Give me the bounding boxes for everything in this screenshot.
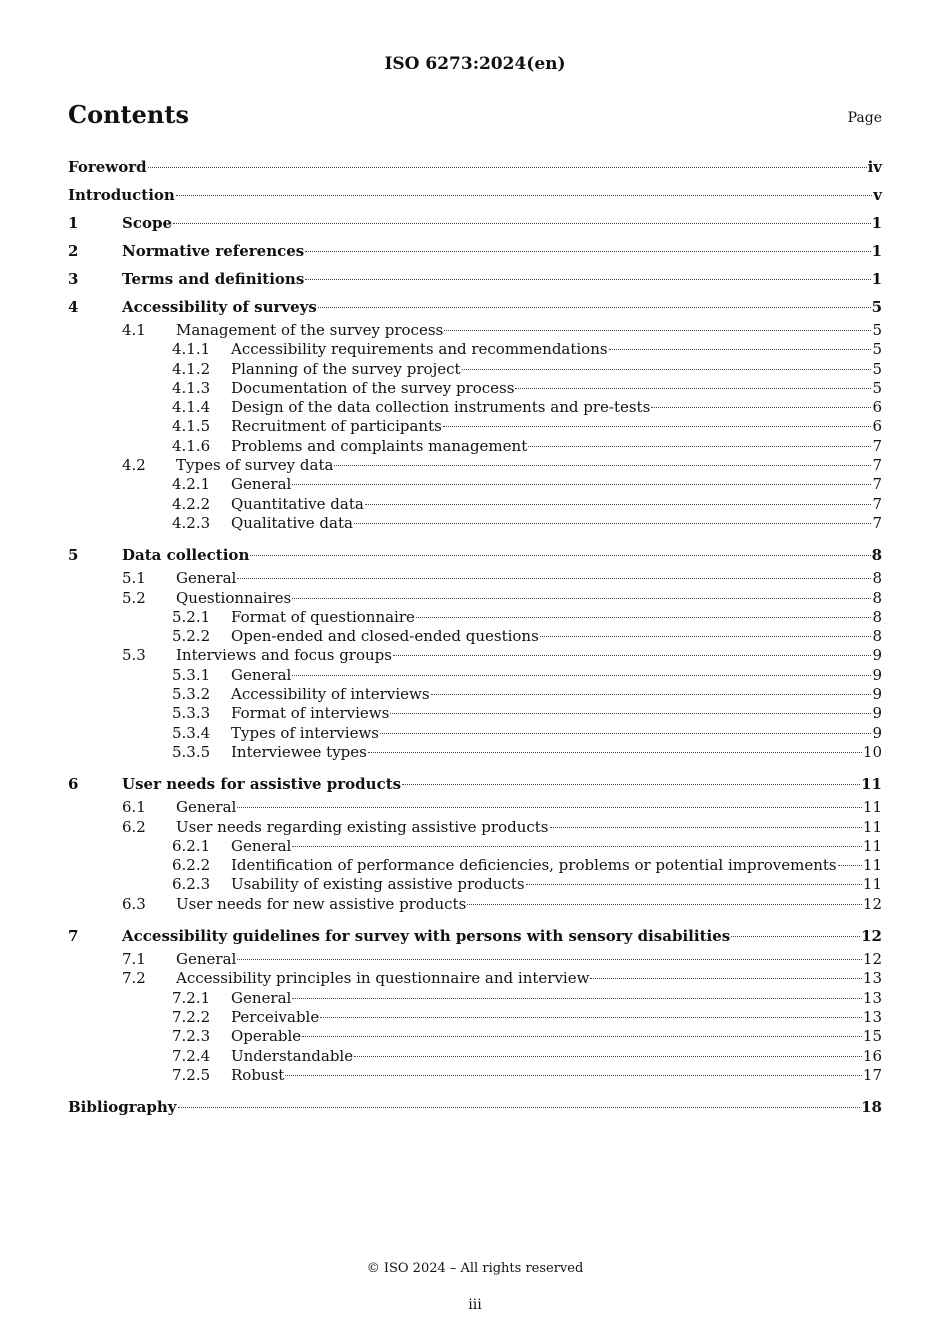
- toc-entry-title: Scope: [122, 214, 173, 232]
- toc-entry-page: 9: [872, 723, 882, 742]
- dot-leader: [305, 279, 870, 280]
- toc-entry-number: 3: [68, 270, 79, 288]
- toc-entry-title: Terms and definitions: [122, 270, 305, 288]
- dot-leader: [354, 523, 872, 524]
- toc-entry-title: Format of questionnaire: [231, 607, 415, 626]
- toc-entry[interactable]: [68, 1066, 882, 1085]
- toc-entry-title: Types of interviews: [231, 723, 379, 742]
- toc-entry-title: Quantitative data: [231, 494, 364, 513]
- toc-entry-page: 11: [862, 836, 882, 855]
- toc-entry-title: Introduction: [68, 186, 175, 204]
- toc-entry-page: 12: [862, 950, 882, 969]
- toc-entry-page: 5: [872, 359, 882, 378]
- toc-entry[interactable]: [68, 514, 882, 533]
- toc-entry[interactable]: [68, 1093, 882, 1121]
- table-of-contents: [68, 153, 882, 1121]
- toc-entry-title: Types of survey data: [176, 456, 334, 475]
- dot-leader: [176, 195, 872, 196]
- toc-entry-title: Recruitment of participants: [231, 417, 442, 436]
- toc-entry[interactable]: [68, 293, 882, 321]
- dot-leader: [173, 223, 871, 224]
- dot-leader: [838, 865, 862, 866]
- toc-entry-number: 5.3.3: [172, 704, 211, 723]
- toc-entry-number: 5.3.4: [172, 723, 211, 742]
- toc-entry-page: 11: [862, 856, 882, 875]
- toc-entry-title: Data collection: [122, 546, 250, 565]
- toc-entry-number: 5.3.2: [172, 685, 211, 704]
- toc-entry-number: 6.2.3: [172, 875, 211, 894]
- toc-entry-number: 7.2.1: [172, 988, 211, 1007]
- document-id: ISO 6273:2024(en): [384, 54, 566, 74]
- toc-entry[interactable]: [68, 922, 882, 950]
- toc-entry-page: 7: [872, 475, 882, 494]
- toc-entry-page: 11: [862, 875, 882, 894]
- dot-leader: [302, 1036, 862, 1037]
- toc-entry-page: 8: [872, 569, 882, 588]
- toc-entry[interactable]: [68, 569, 882, 588]
- toc-entry-title: Robust: [231, 1065, 285, 1084]
- toc-entry-page: 17: [862, 1065, 882, 1084]
- toc-entry[interactable]: [68, 456, 882, 475]
- toc-entry[interactable]: [68, 875, 882, 894]
- toc-entry-title: Documentation of the survey process: [231, 378, 515, 397]
- toc-entry-number: 4.1.6: [172, 436, 211, 455]
- toc-entry-page: iv: [867, 158, 882, 176]
- toc-entry-number: 5.3.1: [172, 665, 211, 684]
- toc-entry-title: General: [176, 569, 237, 588]
- toc-entry[interactable]: [68, 743, 882, 762]
- toc-entry[interactable]: [68, 398, 882, 417]
- dot-leader: [590, 978, 861, 979]
- toc-entry-title: Management of the survey process: [176, 321, 444, 339]
- toc-entry-page: 13: [862, 988, 882, 1007]
- toc-entry-number: 5: [68, 546, 79, 565]
- toc-entry-number: 5.1: [122, 569, 146, 588]
- toc-entry-page: 6: [872, 417, 882, 436]
- toc-entry[interactable]: [68, 495, 882, 514]
- toc-entry-title: Foreword: [68, 158, 147, 176]
- page-number: iii: [468, 1297, 482, 1313]
- toc-entry[interactable]: [68, 685, 882, 704]
- dot-leader: [431, 694, 872, 695]
- toc-entry-page: 7: [872, 513, 882, 532]
- dot-leader: [526, 884, 862, 885]
- toc-entry-title: Accessibility of interviews: [231, 685, 430, 704]
- toc-entry-title: Operable: [231, 1027, 302, 1046]
- toc-entry-title: Problems and complaints management: [231, 436, 528, 455]
- toc-entry-title: Qualitative data: [231, 513, 353, 532]
- toc-entry[interactable]: [68, 1027, 882, 1046]
- dot-leader: [237, 578, 871, 579]
- toc-entry-title: Accessibility of surveys: [122, 298, 317, 316]
- dot-leader: [390, 713, 871, 714]
- toc-entry[interactable]: [68, 969, 882, 988]
- dot-leader: [731, 936, 860, 937]
- toc-entry-page: 18: [861, 1098, 882, 1117]
- dot-leader: [178, 1107, 861, 1108]
- dot-leader: [237, 959, 862, 960]
- toc-entry[interactable]: [68, 724, 882, 743]
- toc-entry-title: General: [231, 475, 292, 494]
- toc-entry-number: 7.2.4: [172, 1046, 211, 1065]
- toc-entry[interactable]: [68, 437, 882, 456]
- toc-entry[interactable]: [68, 608, 882, 627]
- toc-entry[interactable]: [68, 237, 882, 265]
- toc-entry-page: 11: [862, 817, 882, 836]
- toc-entry-number: 4.2: [122, 456, 146, 475]
- toc-entry-title: User needs for new assistive products: [176, 894, 467, 913]
- dot-leader: [292, 846, 862, 847]
- toc-entry-number: 5.2: [122, 588, 146, 607]
- toc-entry[interactable]: [68, 818, 882, 837]
- toc-entry-page: 1: [871, 214, 882, 232]
- toc-entry-page: 11: [862, 798, 882, 817]
- toc-entry[interactable]: [68, 1047, 882, 1066]
- dot-leader: [462, 369, 872, 370]
- toc-entry-number: 4.1.3: [172, 378, 211, 397]
- toc-entry[interactable]: [68, 360, 882, 379]
- dot-leader: [609, 349, 872, 350]
- toc-entry-number: 7.2.3: [172, 1027, 211, 1046]
- page-column-label: Page: [847, 110, 882, 126]
- toc-entry-page: 16: [862, 1046, 882, 1065]
- toc-entry-title: Accessibility requirements and recommendations: [231, 340, 608, 359]
- dot-leader: [334, 465, 871, 466]
- toc-entry[interactable]: [68, 181, 882, 209]
- toc-entry-number: 5.3.5: [172, 742, 211, 761]
- toc-entry-number: 6.1: [122, 798, 146, 817]
- toc-entry-number: 4.2.2: [172, 494, 211, 513]
- dot-leader: [368, 752, 862, 753]
- dot-leader: [237, 807, 862, 808]
- dot-leader: [540, 636, 872, 637]
- dot-leader: [651, 407, 871, 408]
- dot-leader: [292, 598, 871, 599]
- toc-entry-page: 9: [872, 665, 882, 684]
- dot-leader: [292, 484, 871, 485]
- toc-entry-title: Planning of the survey project: [231, 359, 461, 378]
- toc-entry[interactable]: [68, 589, 882, 608]
- toc-entry-page: 5: [871, 298, 882, 316]
- dot-leader: [444, 330, 871, 331]
- toc-entry[interactable]: [68, 837, 882, 856]
- toc-entry-title: Normative references: [122, 242, 305, 260]
- dot-leader: [416, 617, 872, 618]
- toc-entry[interactable]: [68, 770, 882, 798]
- toc-entry-page: 8: [872, 607, 882, 626]
- toc-entry-title: Format of interviews: [231, 704, 390, 723]
- toc-entry-page: 8: [871, 546, 882, 565]
- toc-entry-number: 6.2.1: [172, 836, 211, 855]
- dot-leader: [285, 1075, 862, 1076]
- toc-entry[interactable]: [68, 475, 882, 494]
- toc-entry-title: Bibliography: [68, 1098, 177, 1117]
- dot-leader: [354, 1056, 862, 1057]
- toc-entry[interactable]: [68, 340, 882, 359]
- toc-entry-title: Design of the data collection instruments and pre-tests: [231, 398, 651, 417]
- contents-heading: Contents: [68, 100, 189, 129]
- toc-entry[interactable]: [68, 541, 882, 569]
- dot-leader: [528, 446, 871, 447]
- toc-entry-number: 7.2: [122, 969, 146, 988]
- toc-entry-page: 6: [872, 398, 882, 417]
- toc-entry-page: 8: [872, 627, 882, 646]
- toc-entry-page: 1: [871, 242, 882, 260]
- toc-entry[interactable]: [68, 950, 882, 969]
- toc-entry[interactable]: [68, 209, 882, 237]
- toc-entry-title: Questionnaires: [176, 588, 292, 607]
- toc-entry[interactable]: [68, 627, 882, 646]
- toc-entry-number: 5.3: [122, 646, 146, 665]
- toc-entry-page: 12: [861, 927, 882, 946]
- dot-leader: [380, 733, 871, 734]
- toc-entry-number: 6.2: [122, 817, 146, 836]
- toc-entry-page: 12: [862, 894, 882, 913]
- toc-entry-page: 7: [872, 456, 882, 475]
- dot-leader: [393, 655, 871, 656]
- toc-entry-number: 5.2.2: [172, 627, 211, 646]
- dot-leader: [515, 388, 871, 389]
- toc-entry[interactable]: [68, 856, 882, 875]
- toc-entry[interactable]: [68, 704, 882, 723]
- toc-entry-title: Interviews and focus groups: [176, 646, 392, 665]
- toc-entry-page: 10: [862, 742, 882, 761]
- toc-entry-title: General: [231, 836, 292, 855]
- toc-entry-number: 6: [68, 775, 79, 794]
- toc-entry-number: 7.2.2: [172, 1007, 211, 1026]
- toc-entry-page: 5: [872, 340, 882, 359]
- toc-entry-title: User needs regarding existing assistive products: [176, 817, 549, 836]
- toc-entry[interactable]: [68, 989, 882, 1008]
- toc-entry-number: 4.1.1: [172, 340, 211, 359]
- toc-entry-page: 11: [861, 775, 882, 794]
- toc-entry-title: Accessibility principles in questionnaire and interview: [176, 969, 590, 988]
- toc-entry-title: General: [231, 665, 292, 684]
- toc-entry-page: 13: [862, 1007, 882, 1026]
- toc-entry-page: 7: [872, 494, 882, 513]
- toc-entry-number: 7.1: [122, 950, 146, 969]
- toc-entry-number: 4.1: [122, 321, 146, 339]
- toc-entry[interactable]: [68, 666, 882, 685]
- dot-leader: [305, 251, 870, 252]
- toc-entry-number: 4.1.4: [172, 398, 211, 417]
- toc-entry-number: 1: [68, 214, 79, 232]
- dot-leader: [443, 426, 872, 427]
- dot-leader: [250, 555, 870, 556]
- toc-entry[interactable]: [68, 417, 882, 436]
- dot-leader: [402, 784, 860, 785]
- toc-entry[interactable]: [68, 153, 882, 181]
- toc-entry-title: Perceivable: [231, 1007, 320, 1026]
- toc-entry-number: 4.1.5: [172, 417, 211, 436]
- toc-entry[interactable]: [68, 798, 882, 817]
- toc-entry-page: 13: [862, 969, 882, 988]
- dot-leader: [318, 307, 871, 308]
- toc-entry-page: 9: [872, 704, 882, 723]
- toc-entry-number: 7: [68, 927, 79, 946]
- toc-entry-title: Open-ended and closed-ended questions: [231, 627, 539, 646]
- dot-leader: [550, 827, 862, 828]
- dot-leader: [365, 504, 872, 505]
- toc-entry[interactable]: [68, 895, 882, 914]
- toc-entry[interactable]: [68, 646, 882, 665]
- toc-entry-number: 6.2.2: [172, 856, 211, 875]
- toc-entry-title: Identification of performance deficiencies, problems or potential improvements: [231, 856, 837, 875]
- dot-leader: [467, 904, 862, 905]
- toc-entry-number: 6.3: [122, 894, 146, 913]
- toc-entry-page: 7: [872, 436, 882, 455]
- toc-entry-page: v: [873, 186, 882, 204]
- toc-entry[interactable]: [68, 321, 882, 340]
- dot-leader: [320, 1017, 862, 1018]
- toc-entry-number: 4: [68, 298, 79, 316]
- toc-entry-page: 9: [872, 685, 882, 704]
- toc-entry[interactable]: [68, 379, 882, 398]
- toc-entry[interactable]: [68, 1008, 882, 1027]
- dot-leader: [148, 167, 867, 168]
- toc-entry-number: 2: [68, 242, 79, 260]
- toc-entry-page: 15: [862, 1027, 882, 1046]
- toc-entry-page: 8: [872, 588, 882, 607]
- toc-entry-page: 5: [872, 378, 882, 397]
- toc-entry-title: General: [176, 950, 237, 969]
- toc-entry-page: 9: [872, 646, 882, 665]
- toc-entry-title: User needs for assistive products: [122, 775, 402, 794]
- toc-entry-page: 5: [872, 321, 882, 339]
- toc-entry-title: Understandable: [231, 1046, 354, 1065]
- toc-entry-number: 7.2.5: [172, 1065, 211, 1084]
- dot-leader: [292, 998, 862, 999]
- toc-entry[interactable]: [68, 265, 882, 293]
- dot-leader: [292, 675, 871, 676]
- toc-entry-title: Accessibility guidelines for survey with persons with sensory disabilities: [122, 927, 731, 946]
- toc-entry-page: 1: [871, 270, 882, 288]
- toc-entry-title: Interviewee types: [231, 742, 367, 761]
- copyright-notice: © ISO 2024 – All rights reserved: [366, 1261, 584, 1276]
- toc-entry-number: 4.2.1: [172, 475, 211, 494]
- toc-entry-title: General: [176, 798, 237, 817]
- toc-entry-number: 5.2.1: [172, 607, 211, 626]
- toc-entry-title: General: [231, 988, 292, 1007]
- toc-entry-number: 4.2.3: [172, 513, 211, 532]
- toc-entry-number: 4.1.2: [172, 359, 211, 378]
- toc-entry-title: Usability of existing assistive products: [231, 875, 525, 894]
